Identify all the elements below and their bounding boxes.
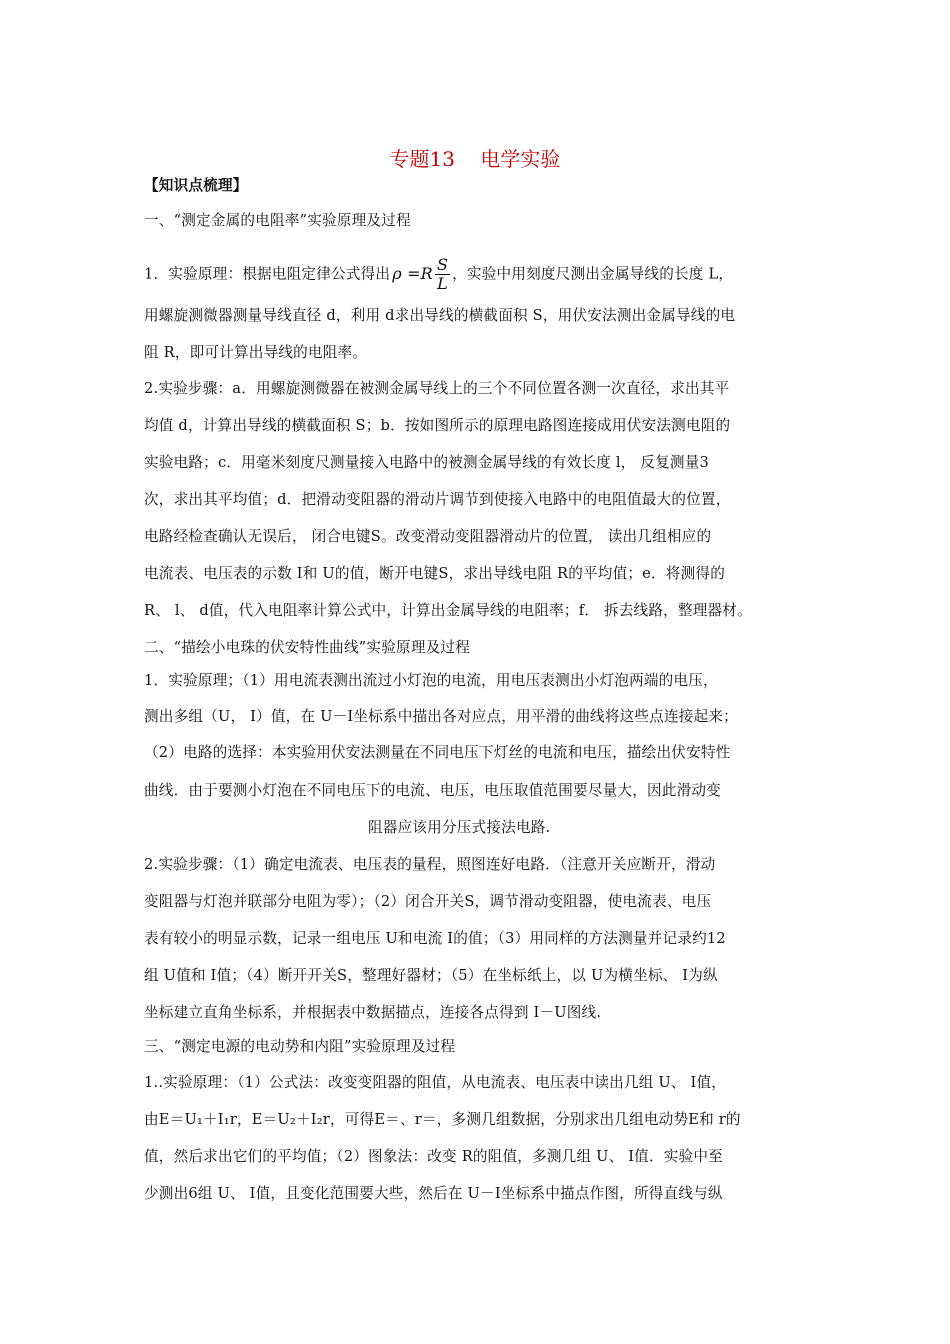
text-fragment: ，实验中用刻度尺测出金属导线的长度 L， bbox=[452, 265, 734, 283]
page-title: 专题13 电学实验 bbox=[389, 147, 561, 171]
paragraph-line: 值，然后求出它们的平均值；（2）图象法：改变 R的阻值，多测几组 U、 I值．实验中至 bbox=[144, 1148, 723, 1165]
paragraph-line: 曲线．由于要测小灯泡在不同电压下的电流、电压，电压取值范围要尽量大，因此滑动变 bbox=[144, 782, 721, 799]
paragraph-line: 组 U值和 I值；（4）断开开关S，整理好器材；（5）在坐标纸上，以 U为横坐标、 I为纵 bbox=[144, 967, 718, 984]
heading-3: 三、“测定电源的电动势和内阻”实验原理及过程 bbox=[144, 1038, 456, 1055]
formula-lhs: ρ =R bbox=[392, 264, 433, 283]
paragraph-line: 阻器应该用分压式接法电路. bbox=[368, 819, 551, 836]
paragraph-line: （2）电路的选择：本实验用伏安法测量在不同电压下灯丝的电流和电压，描绘出伏安特性 bbox=[144, 744, 731, 761]
paragraph-line: 次，求出其平均值；d．把滑动变阻器的滑动片调节到使接入电路中的电阻值最大的位置， bbox=[144, 491, 731, 508]
paragraph-line: 测出多组（U， I）值，在 U－I坐标系中描出各对应点，用平滑的曲线将这些点连接起来； bbox=[144, 708, 738, 725]
heading-1: 一、“测定金属的电阻率”实验原理及过程 bbox=[144, 212, 411, 229]
paragraph-line: 1．实验原理；（1）用电流表测出流过小灯泡的电流，用电压表测出小灯泡两端的电压， bbox=[144, 672, 718, 689]
paragraph-line: 变阻器与灯泡并联部分电阻为零）；（2）闭合开关S，调节滑动变阻器，使电流表、电压 bbox=[144, 893, 712, 910]
heading-2: 二、“描绘小电珠的伏安特性曲线”实验原理及过程 bbox=[144, 639, 470, 656]
paragraph-line: 1..实验原理：（1）公式法：改变变阻器的阻值，从电流表、电压表中读出几组 U、 I值， bbox=[144, 1074, 727, 1091]
paragraph-line: 电路经检查确认无误后， 闭合电键S。改变滑动变阻器滑动片的位置， 读出几组相应的 bbox=[144, 528, 712, 545]
paragraph-line bbox=[144, 256, 733, 293]
paragraph-line: 少测出6组 U、 I值，且变化范围要大些，然后在 U－I坐标系中描点作图，所得直线与纵 bbox=[144, 1185, 723, 1202]
paragraph-line: 2.实验步骤：a．用螺旋测微器在被测金属导线上的三个不同位置各测一次直径，求出其平 bbox=[144, 380, 730, 397]
paragraph-line: 电流表、电压表的示数 I和 U的值，断开电键S，求出导线电阻 R的平均值；e．将测得的 bbox=[144, 565, 725, 582]
section-label: 【知识点梳理】 bbox=[144, 177, 248, 194]
paragraph-line: 由E＝U₁＋I₁r，E＝U₂＋I₂r，可得E＝、r＝，多测几组数据，分别求出几组电动势E和 r的 bbox=[144, 1111, 741, 1128]
paragraph-line: 坐标建立直角坐标系，并根据表中数据描点，连接各点得到 I－U图线. bbox=[144, 1004, 602, 1021]
paragraph-line: 表有较小的明显示数，记录一组电压 U和电流 I的值；（3）用同样的方法测量并记录约12 bbox=[144, 930, 726, 947]
paragraph-line: R、 l、 d值，代入电阻率计算公式中，计算出金属导线的电阻率；f． 拆去线路，整理器材。 bbox=[144, 602, 752, 619]
fraction-denominator: L bbox=[437, 274, 448, 293]
fraction bbox=[435, 256, 450, 293]
paragraph-line: 2.实验步骤：（1）确定电流表、电压表的量程，照图连好电路．（注意开关应断开，滑动 bbox=[144, 856, 716, 873]
text-fragment: 1．实验原理：根据电阻定律公式得出 bbox=[144, 265, 391, 283]
paragraph-line: 实验电路；c．用毫米刻度尺测量接入电路中的被测金属导线的有效长度 l， 反复测量3 bbox=[144, 454, 709, 471]
paragraph-line: 阻 R，即可计算出导线的电阻率。 bbox=[144, 344, 368, 361]
resistivity-formula bbox=[392, 256, 450, 293]
paragraph-line: 用螺旋测微器测量导线直径 d，利用 d求出导线的横截面积 S，用伏安法测出金属导线的电 bbox=[144, 307, 736, 324]
fraction-numerator: S bbox=[436, 255, 449, 274]
paragraph-line: 均值 d，计算出导线的横截面积 S；b．按如图所示的原理电路图连接成用伏安法测电阻的 bbox=[144, 417, 731, 434]
